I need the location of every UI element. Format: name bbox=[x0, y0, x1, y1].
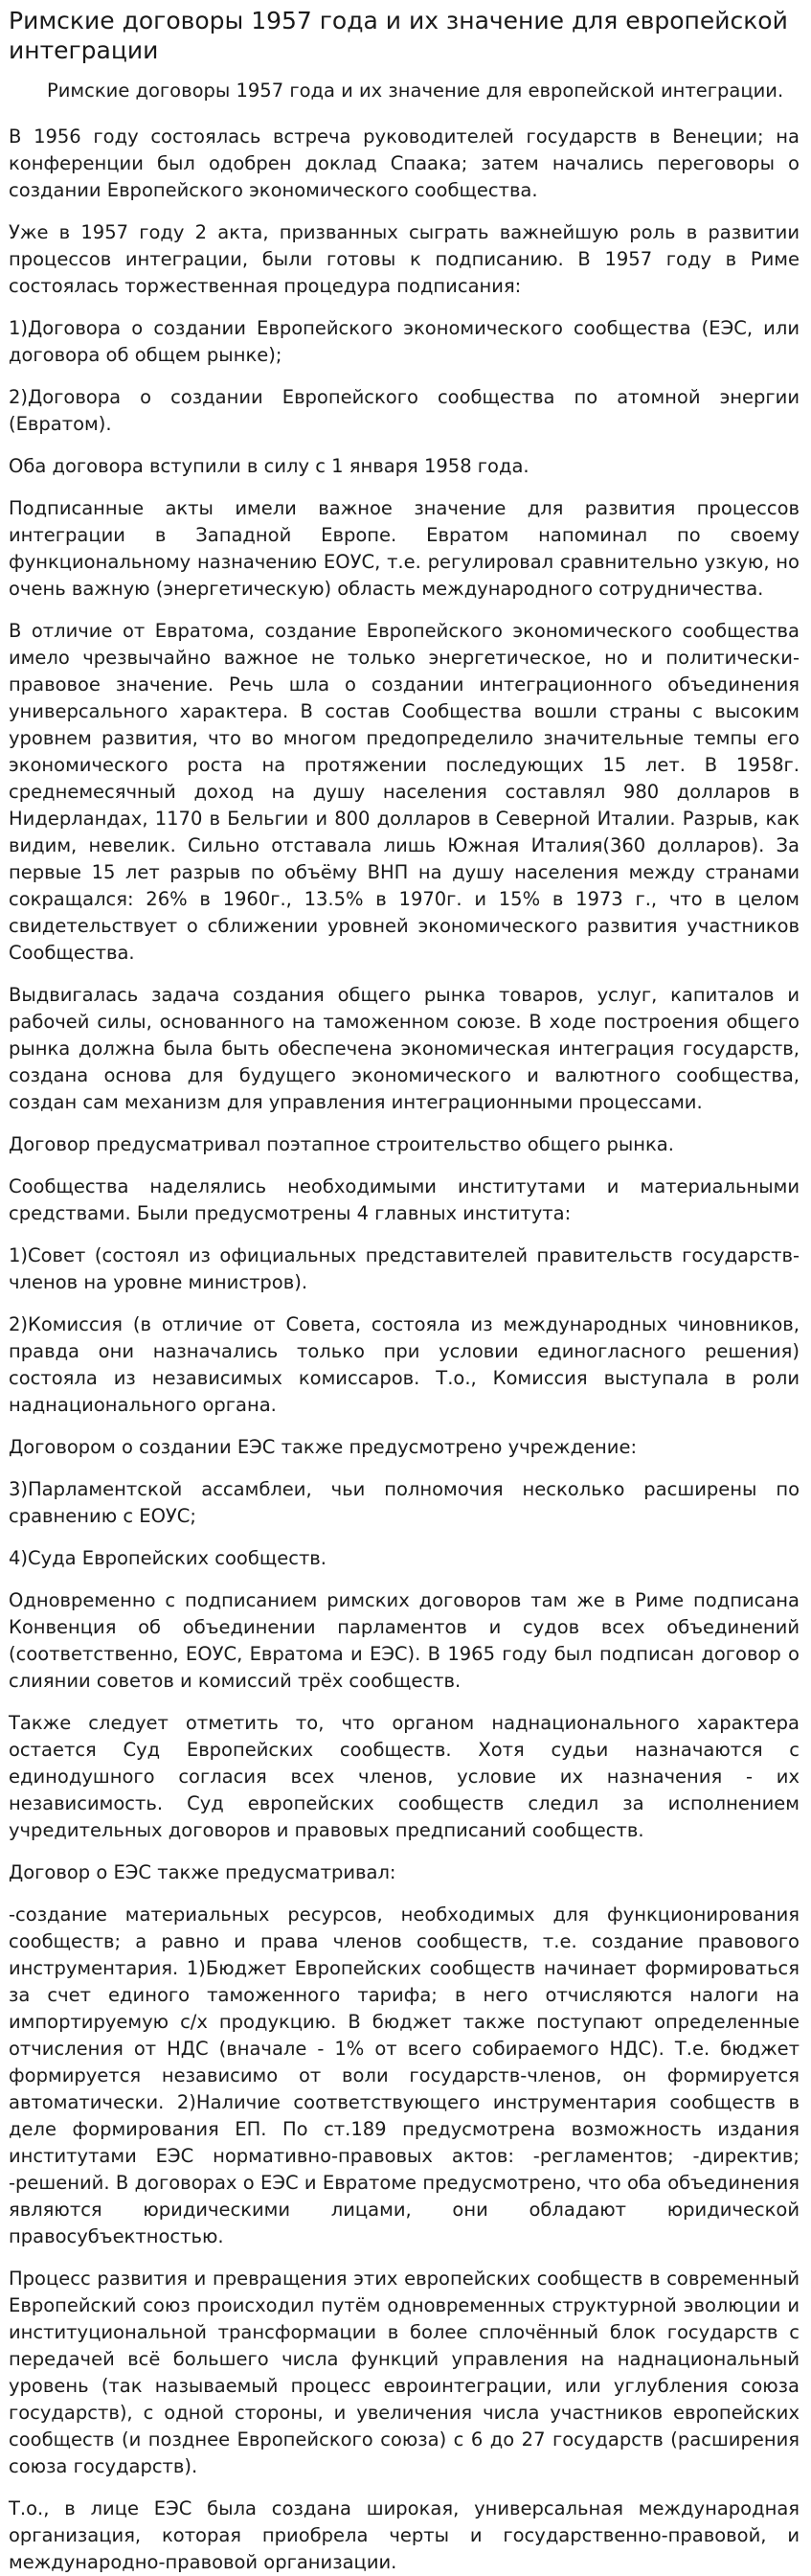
paragraph-venice-conference: В 1956 году состоялась встреча руководителей государств в Венеции; на конференции был одобрен доклад Спаака; затем начались переговоры о создании Европейского экономического сообщества. bbox=[9, 125, 800, 201]
document-subtitle: Римские договоры 1957 года и их значение для европейской интеграции. bbox=[47, 80, 784, 102]
paragraph-institutions: Сообщества наделялись необходимыми институтами и материальными средствами. Были предусмотрены 4 главных института: bbox=[9, 1175, 800, 1224]
paragraph-council: 1)Совет (состоял из официальных представителей правительств государств-членов на уровне министров). bbox=[9, 1244, 800, 1293]
paragraph-euratom-treaty: 2)Договора о создании Европейского сообщества по атомной энергии (Евратом). bbox=[9, 386, 800, 435]
paragraph-entry-into-force: Оба договора вступили в силу с 1 января 1958 года. bbox=[9, 455, 529, 477]
paragraph-assembly: 3)Парламентской ассамблеи, чьи полномочия несколько расширены по сравнению с ЕОУС; bbox=[9, 1478, 800, 1527]
paragraph-significance: Подписанные акты имели важное значение для развития процессов интеграции в Западной Европе. Евратом напоминал по своему функциональному назначению ЕОУС, т.е. регулировал сравнительно узкую, но очень важную (энергетическую) область международного сотрудничества. bbox=[9, 497, 800, 600]
paragraph-court: 4)Суда Европейских сообществ. bbox=[9, 1547, 327, 1569]
document-title: Римские договоры 1957 года и их значение для европейской интеграции bbox=[9, 7, 788, 64]
paragraph-court-supranational: Также следует отметить то, что органом наднационального характера остается Суд Европейских сообществ. Хотя судьи назначаются с единодушного согласия всех членов, условие их назначения - их независимость. Суд европейских сообществ следил за исполнением учредительных договоров и правовых предписаний сообществ. bbox=[9, 1712, 800, 1841]
paragraph-treaty-provided: Договор о ЕЭС также предусматривал: bbox=[9, 1861, 396, 1883]
paragraph-resources-budget: -создание материальных ресурсов, необходимых для функционирования сообществ; а равно и права членов сообществ, т.е. создание правового инструментария. 1)Бюджет Европейских сообществ начинает формироваться за счет единого таможенного тарифа; в него отчисляются налоги на импортируемую с/х продукцию. В бюджет также поступают определенные отчисления от НДС (вначале - 1% от всего собираемого НДС). Т.е. бюджет формируется независимо от воли государств-членов, он формируется автоматически. 2)Наличие соответствующего инструментария сообществ в деле формирования ЕП. По ст.189 предусмотрена возможность издания институтами ЕЭС нормативно-правовых актов: -регламентов; -директив; -решений. В договорах о ЕЭС и Евратоме предусмотрено, что оба объединения являются юридическими лицами, они обладают юридической правосубъектностью. bbox=[9, 1904, 800, 2247]
paragraph-common-market: Выдвигалась задача создания общего рынка товаров, услуг, капиталов и рабочей силы, основанного на таможенном союзе. В ходе построения общего рынка должна была быть обеспечена экономическая интеграция государств, создана основа для будущего экономического и валютного сообщества, создан сам механизм для управления интеграционными процессами. bbox=[9, 984, 800, 1113]
paragraph-also-established: Договором о создании ЕЭС также предусмотрено учреждение: bbox=[9, 1436, 638, 1458]
paragraph-convention: Одновременно с подписанием римских договоров там же в Риме подписана Конвенция об объединении парламентов и судов всех объединений (соответственно, ЕОУС, Евратома и ЕЭС). В 1965 году был подписан договор о слиянии советов и комиссий трёх сообществ. bbox=[9, 1589, 800, 1692]
paragraph-conclusion: Т.о., в лице ЕЭС была создана широкая, универсальная международная организация, которая приобрела черты и государственно-правовой, и международно-правовой организации. bbox=[9, 2497, 800, 2573]
paragraph-rome-signing: Уже в 1957 году 2 акта, призванных сыграть важнейшую роль в развитии процессов интеграции, были готовы к подписанию. В 1957 году в Риме состоялась торжественная процедура подписания: bbox=[9, 221, 800, 297]
paragraph-eu-evolution: Процесс развития и превращения этих европейских сообществ в современный Европейский союз происходил путём одновременных структурной эволюции и институциональной трансформации в более сплочённый блок государств с передачей всё большего числа функций управления на наднациональный уровень (так называемый процесс евроинтеграции, или углубления союза государств), с одной стороны, и увеличения числа участников европейских сообществ (и позднее Европейского союза) с 6 до 27 государств (расширения союза государств). bbox=[9, 2268, 800, 2477]
paragraph-phased-construction: Договор предусматривал поэтапное строительство общего рынка. bbox=[9, 1133, 674, 1155]
paragraph-eec-vs-euratom: В отличие от Евратома, создание Европейского экономического сообщества имело чрезвычайно важное не только энергетическое, но и политически-правовое значение. Речь шла о создании интеграционного объединения универсального характера. В состав Сообщества вошли страны с высоким уровнем развития, что во многом предопределило значительные темпы его экономического роста на протяжении последующих 15 лет. В 1958г. среднемесячный доход на душу населения составлял 980 долларов в Нидерландах, 1170 в Бельгии и 800 долларов в Северной Италии. Разрыв, как видим, невелик. Сильно отставала лишь Южная Италия(360 долларов). За первые 15 лет разрыв по объёму ВНП на душу населения между странами сокращался: 26% в 1960г., 13.5% в 1970г. и 15% в 1973 г., что в целом свидетельствует о сближении уровней экономического развития участников Сообщества. bbox=[9, 620, 800, 964]
paragraph-commission: 2)Комиссия (в отличие от Совета, состояла из международных чиновников, правда они назначались только при условии единогласного решения) состояла из независимых комиссаров. Т.о., Комиссия выступала в роли наднационального органа. bbox=[9, 1313, 800, 1416]
paragraph-eec-treaty: 1)Договора о создании Европейского экономического сообщества (ЕЭС, или договора об общем рынке); bbox=[9, 317, 800, 366]
